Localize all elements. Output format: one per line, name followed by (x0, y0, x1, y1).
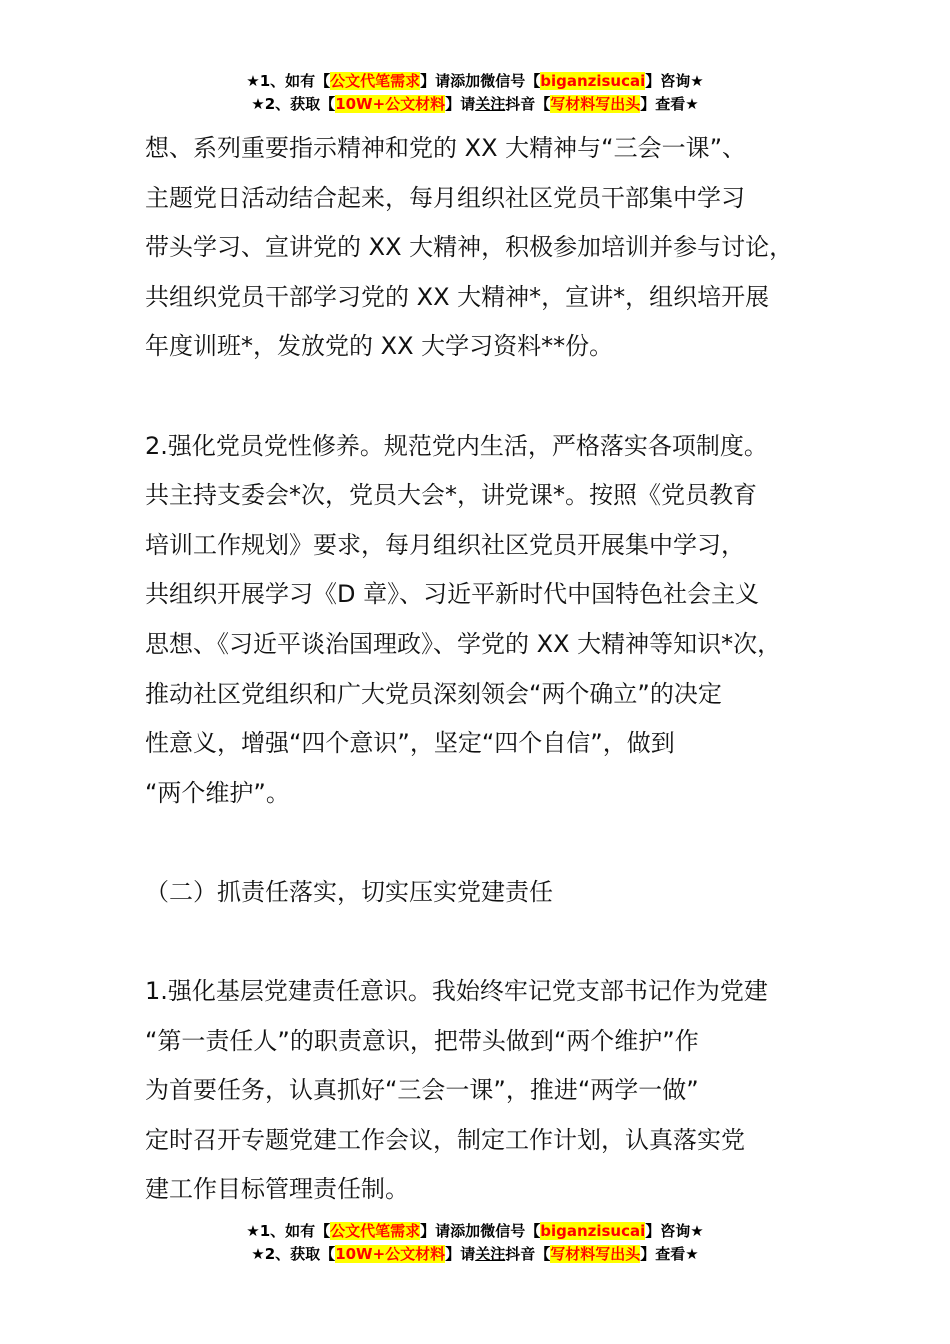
banner-text: 】请添加 (420, 72, 481, 90)
banner-text: 】咨询★ (645, 72, 704, 90)
banner-highlight-douyin: 写材料写出头 (550, 1245, 641, 1263)
banner-text: ★2、获取【 (251, 1245, 336, 1263)
text-line: 培训工作规划》要求，每月组织社区党员开展集中学习， (145, 530, 745, 559)
banner-highlight: 10W+公文材料 (335, 1245, 446, 1263)
banner-text: 微信号【 (480, 72, 541, 90)
banner-text: 】咨询★ (645, 1222, 704, 1240)
banner-text: 】请 (445, 1245, 476, 1263)
text-line: 1.强化基层党建责任意识。我始终牢记党支部书记作为党建 (145, 977, 768, 1006)
text-line: 主题党日活动结合起来，每月组织社区党员干部集中学习 (145, 183, 745, 212)
banner-highlight-wechat-id: biganzisucai (540, 72, 646, 90)
banner-text: 抖音【 (505, 1245, 551, 1263)
text-line: 共组织开展学习《D 章》、习近平新时代中国特色社会主义 (145, 580, 760, 609)
banner-highlight-wechat-id: biganzisucai (540, 1222, 646, 1240)
banner-highlight: 公文代笔需求 (330, 72, 421, 90)
banner-text: 】查看★ (640, 95, 699, 113)
banner-line-1 (0, 70, 950, 93)
text-line: 推动社区党组织和广大党员深刻领会“两个确立”的决定 (145, 679, 722, 708)
text-line: 共组织党员干部学习党的 XX 大精神*，宣讲*，组织培开展 (145, 282, 770, 311)
text-line: “第一责任人”的职责意识，把带头做到“两个维护”作 (145, 1026, 699, 1055)
banner-highlight: 公文代笔需求 (330, 1222, 421, 1240)
banner-text: ★2、获取【 (251, 95, 336, 113)
banner-text: 】请 (445, 95, 476, 113)
text-line: 建工作目标管理责任制。 (145, 1175, 409, 1204)
banner-text: ★1、如有【 (246, 1222, 331, 1240)
text-line: “两个维护”。 (145, 778, 290, 807)
text-line: 定时召开专题党建工作会议，制定工作计划，认真落实党 (145, 1125, 745, 1154)
text-line: （二）抓责任落实，切实压实党建责任 (145, 877, 553, 906)
text-line: 2.强化党员党性修养。规范党内生活，严格落实各项制度。 (145, 431, 768, 460)
text-line: 带头学习、宣讲党的 XX 大精神，积极参加培训并参与讨论， (145, 233, 794, 262)
header-banner (0, 70, 950, 116)
text-line: 共主持支委会*次，党员大会*，讲党课*。按照《党员教育 (145, 481, 757, 510)
text-line: 年度训班*，发放党的 XX 大学习资料**份。 (145, 332, 614, 361)
banner-text: 】请添加 (420, 1222, 481, 1240)
text-line: 为首要任务，认真抓好“三会一课”，推进“两学一做” (145, 1076, 699, 1105)
footer-banner (0, 1220, 950, 1266)
text-line: 思想、《习近平谈治国理政》、学党的 XX 大精神等知识*次， (145, 629, 782, 658)
banner-text: 微信号【 (480, 1222, 541, 1240)
paragraph (145, 967, 845, 1215)
text-line: 性意义，增强“四个意识”，坚定“四个自信”，做到 (145, 729, 675, 758)
paragraph (145, 868, 845, 918)
banner-highlight-douyin: 写材料写出头 (550, 95, 641, 113)
banner-underlined-text: 关注 (475, 95, 506, 113)
paragraph (145, 422, 845, 819)
document-body (145, 124, 845, 1215)
banner-highlight: 10W+公文材料 (335, 95, 446, 113)
banner-line-2 (0, 1243, 950, 1266)
banner-text: ★1、如有【 (246, 72, 331, 90)
banner-line-2 (0, 93, 950, 116)
paragraph (145, 124, 845, 372)
banner-text: 】查看★ (640, 1245, 699, 1263)
banner-text: 抖音【 (505, 95, 551, 113)
text-line: 想、系列重要指示精神和党的 XX 大精神与“三会一课”、 (145, 134, 747, 162)
banner-underlined-text: 关注 (475, 1245, 506, 1263)
banner-line-1 (0, 1220, 950, 1243)
